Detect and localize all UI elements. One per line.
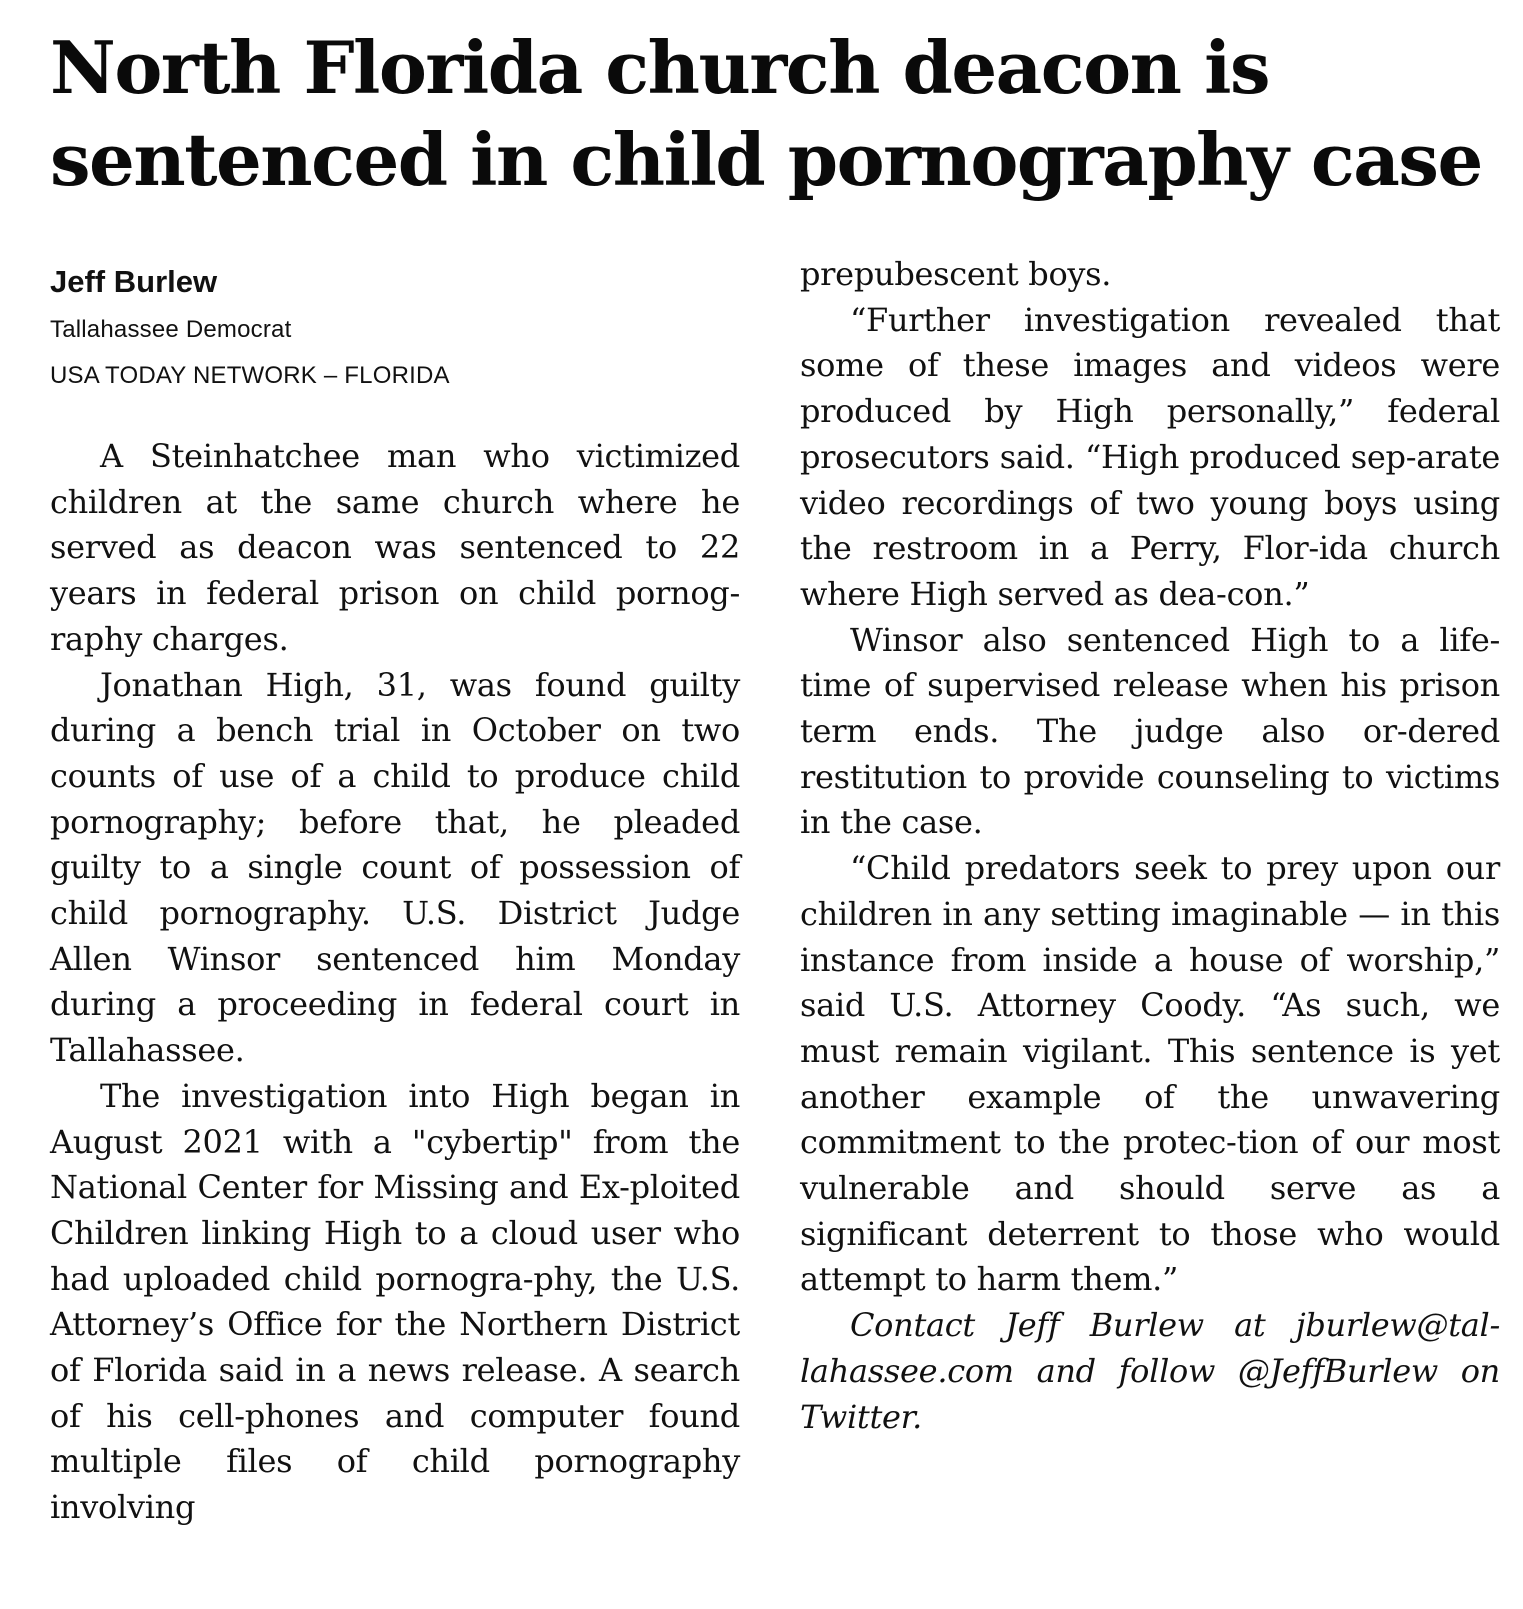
headline [50, 22, 1490, 206]
headline-line-2: sentenced in child pornography case [50, 117, 1482, 202]
article-paragraph: The investigation into High began in August 2021 with a "cybertip" from the National Center for Missing and Ex-ploited Children linking High to a cloud user who had uploaded child pornogra-phy, the U.S. Attorney’s Office for the Northern District of Florida said in a news release. A search of his cell-phones and computer found multiple files of child pornography involving [50, 1076, 740, 1527]
article-column-left [50, 434, 740, 1531]
byline-network: USA TODAY NETWORK – FLORIDA [50, 362, 450, 389]
article-paragraph: “Child predators seek to prey upon our children in any setting imaginable — in this instance from inside a house of worship,” said U.S. Attorney Coody. “As such, we must remain vigilant. This sentence is yet another example of the unwavering commitment to the protec-tion of our most vulnerable and should serve as a significant deterrent to those who would attempt to harm them.” [800, 849, 1500, 1299]
article-paragraph: A Steinhatchee man who victimized children at the same church where he served as deacon was sentenced to 22 years in federal prison on child pornog-raphy charges. [50, 437, 740, 658]
article-paragraph: Jonathan High, 31, was found guilty during a bench trial in October on two counts of use of a child to produce child pornography; before that, he pleaded guilty to a single count of possession of child pornography. U.S. District Judge Allen Winsor sentenced him Monday during a proceeding in federal court in Tallahassee. [50, 665, 740, 1070]
byline-publication: Tallahassee Democrat [50, 316, 292, 343]
byline [50, 262, 740, 404]
article-paragraph: “Further investigation revealed that some of these images and videos were produced by High personally,” federal prosecutors said. “High produced sep-arate video recordings of two young boys using the restroom in a Perry, Flor-ida church where High served as dea-con.” [800, 300, 1500, 613]
article-column-right [800, 252, 1500, 1440]
article-paragraph-continued: prepubescent boys. [800, 255, 1112, 293]
article-paragraph: Winsor also sentenced High to a life-time of supervised release when his prison term ends. The judge also or-dered restitution to provide counseling to victims in the case. [800, 620, 1500, 842]
byline-author: Jeff Burlew [50, 264, 218, 299]
headline-line-1: North Florida church deacon is [50, 25, 1269, 110]
author-contact-note: Contact Jeff Burlew at jburlew@tal-lahassee.com and follow @JeffBurlew on Twitter. [800, 1306, 1500, 1436]
